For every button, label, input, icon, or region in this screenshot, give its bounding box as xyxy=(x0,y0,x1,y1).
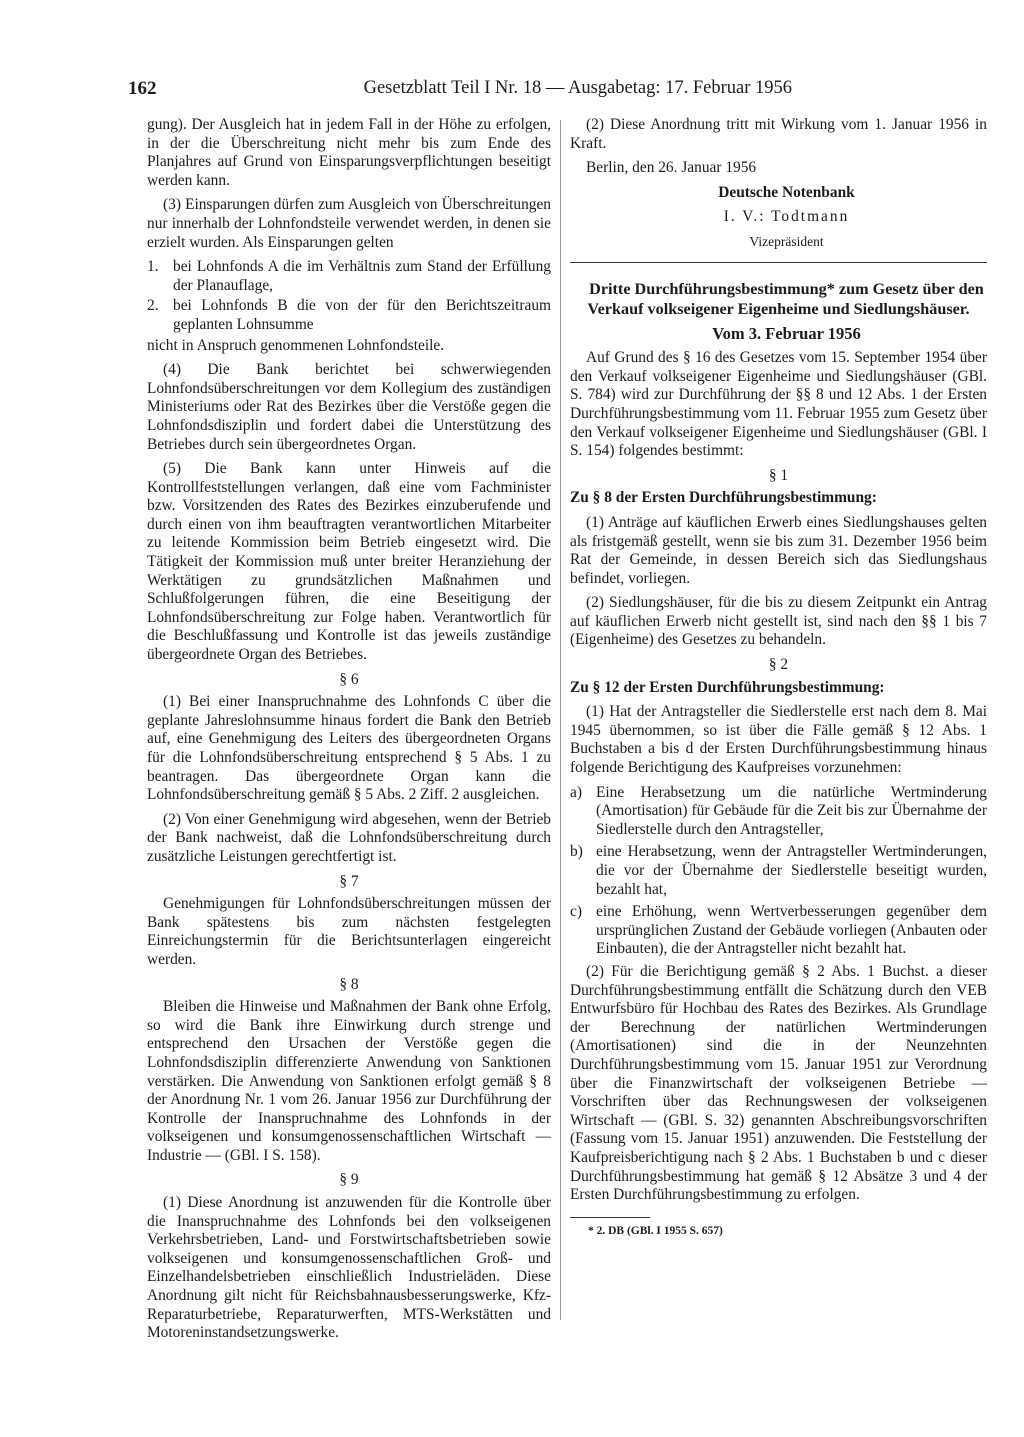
paragraph: (2) Diese Anordnung tritt mit Wirkung vom 1. Januar 1956 in Kraft. xyxy=(570,116,987,152)
list-text: Eine Herabsetzung um die natürliche Wertminderung (Amortisation) für Gebäude für die Zeit bis zur Übernahme der Siedlerstelle durch den Antragsteller, xyxy=(596,783,987,838)
paragraph: Auf Grund des § 16 des Gesetzes vom 15. September 1954 über den Verkauf volkseigener Eigenheime und Siedlungshäuser (GBl. S. 784) wird zur Durchführung der §§ 8 und 12 Abs. 1 der Ersten Durchführungsbestimmung vom 11. Februar 1955 zum Gesetz über den Verkauf volkseigener Eigenheime und Siedlungshäuser (GBl. I S. 154) folgendes bestimmt: xyxy=(570,349,987,460)
list-item xyxy=(570,903,987,959)
list-number: 2. xyxy=(147,297,159,315)
paragraph: gung). Der Ausgleich hat in jedem Fall in der Höhe zu erfolgen, in der die Überschreitung nicht mehr bis zum Ende des Planjahres auf Grund von Einsparungsverpflichtungen beseitigt werden kann. xyxy=(147,116,551,189)
subsection-heading: Zu § 12 der Ersten Durchführungsbestimmung: xyxy=(570,678,885,696)
list-text: bei Lohnfonds B die von der für den Berichtszeitraum geplanten Lohnsumme xyxy=(173,297,551,333)
paragraph: (2) Siedlungshäuser, für die bis zu diesem Zeitpunkt ein Antrag auf käuflichen Erwerb nicht gestellt ist, sind nach den §§ 1 bis 7 (Eigenheime) des Gesetzes zu behandeln. xyxy=(570,594,987,649)
list-item xyxy=(147,258,551,295)
regulation-date: Vom 3. Februar 1956 xyxy=(712,323,861,343)
section-heading: § 7 xyxy=(339,872,359,890)
paragraph: Bleiben die Hinweise und Maßnahmen der Bank ohne Erfolg, so wird die Bank ihre Einwirkung durch strenge und entsprechend den Ursachen der Verstöße gegen die Lohnfondsdisziplin differenzierte Anwendung von Sanktionen verstärken. Die Anwendung von Sanktionen erfolgt gemäß § 8 der Anordnung Nr. 1 vom 26. Januar 1956 zur Durchführung der Kontrolle der Inanspruchnahme des Lohnfonds in der volkseigenen und konsumgenossenschaftlichen Wirtschaft — Industrie — (GBl. I S. 158). xyxy=(147,998,551,1164)
section-divider xyxy=(570,262,987,263)
paragraph: Genehmigungen für Lohnfondsüberschreitungen müssen der Bank spätestens bis zum nächsten festgelegten Einreichungstermin für die Berichtsunterlagen eingereicht werden. xyxy=(147,895,551,968)
list-item xyxy=(570,784,987,840)
paragraph: (2) Für die Berichtigung gemäß § 2 Abs. 1 Buchst. a dieser Durchführungsbestimmung entfällt die Schätzung durch den VEB Entwurfsbüro für Hochbau des Rates des Bezirkes. Als Grundlage der Berechnung der natürlichen Wertminderungen (Amortisationen) sind die in der Neunzehnten Durchführungsbestimmung vom 15. Januar 1951 zur Verordnung über die Finanzwirtschaft der volkseigenen Betriebe — Vorschriften über das Rechnungswesen der volkseigenen Wirtschaft — (GBl. S. 32) genannten Abschreibungsvorschriften (Fassung vom 15. Januar 1951) anzuwenden. Die Feststellung der Kaufpreisberichtigung nach § 2 Abs. 1 Buchstaben b und c dieser Durchführungsbestimmung hat gemäß § 12 Absätze 3 und 4 der Ersten Durchführungsbestimmung zu erfolgen. xyxy=(570,962,987,1204)
footnote: * 2. DB (GBl. I 1955 S. 657) xyxy=(588,1224,723,1237)
header-title: Gesetzblatt Teil I Nr. 18 — Ausgabetag: 17. Februar 1956 xyxy=(363,78,792,98)
list-item xyxy=(147,297,551,334)
paragraph: (1) Hat der Antragsteller die Siedlerstelle erst nach dem 8. Mai 1945 übernommen, so ist über die Fälle gemäß § 12 Abs. 1 Buchstaben a bis d der Ersten Durchführungsbestimmung hinaus folgende Berichtigung des Kaufpreises vorzunehmen: xyxy=(570,703,987,777)
paragraph: (5) Die Bank kann unter Hinweis auf die Kontrollfeststellungen verlangen, daß eine vom Fachminister bzw. Vorsitzenden des Rates des Bezirkes einzuberufende und durch einen von ihm beauftragten verantwortlichen Mitarbeiter zu leitende Kommission beim Betrieb eingesetzt wird. Die Tätigkeit der Kommission muß unter breiter Heranziehung der Werktätigen zu grundsätzlichen Maßnahmen und Schlußfolgerungen führen, die eine Beseitigung der Lohnfondsüberschreitung zur Folge haben. Verantwortlich für die Beschlußfassung und Kontrolle ist das jeweils zuständige übergeordnete Organ des Betriebes. xyxy=(147,460,551,664)
footnote-rule xyxy=(570,1217,650,1218)
right-column xyxy=(570,116,987,1240)
list-text: eine Herabsetzung, wenn der Antragsteller Wertminderungen, die vor der Übernahme der Siedlerstelle beseitigt wurden, bezahlt hat, xyxy=(596,843,987,898)
list-number: 1. xyxy=(147,258,159,276)
list-letter: b) xyxy=(570,843,583,861)
list-item xyxy=(570,843,987,899)
subsection-heading: Zu § 8 der Ersten Durchführungsbestimmung: xyxy=(570,489,877,507)
place-date: Berlin, den 26. Januar 1956 xyxy=(586,159,757,177)
paragraph: (2) Von einer Genehmigung wird abgesehen, wenn der Betrieb der Bank nachweist, daß die Lohnfondsüberschreitung durch zusätzliche Leistungen gerechtfertigt ist. xyxy=(147,810,551,865)
paragraph: (1) Anträge auf käuflichen Erwerb eines Siedlungshauses gelten als fristgemäß gestellt, wenn sie bis zum 31. Dezember 1956 beim Rat der Gemeinde, in dessen Bereich sich das Siedlungshaus befindet, vorliegen. xyxy=(570,513,987,587)
paragraph: (1) Bei einer Inanspruchnahme des Lohnfonds C über die geplante Jahreslohnsumme hinaus fordert die Bank den Betrieb auf, eine Genehmigung des Leiters des übergeordneten Organs für die Lohnfondsüberschreitung entsprechend § 5 Abs. 1 zu beantragen. Das übergeordnete Organ kann die Lohnfondsüberschreitung gemäß § 5 Abs. 2 Ziff. 2 ausgleichen. xyxy=(147,693,551,804)
page-header xyxy=(128,78,984,104)
list-letter: c) xyxy=(570,903,582,921)
section-heading: § 1 xyxy=(768,466,789,484)
section-heading: § 2 xyxy=(768,656,789,674)
column-divider xyxy=(560,120,561,1320)
page-number: 162 xyxy=(128,78,157,99)
section-heading: § 9 xyxy=(339,1171,359,1189)
section-heading: § 8 xyxy=(339,975,359,993)
paragraph: nicht in Anspruch genommenen Lohnfondsteile. xyxy=(147,336,445,354)
left-column xyxy=(147,116,551,1349)
signer: I. V.: Todtmann xyxy=(723,208,850,226)
signer-role: Vizepräsident xyxy=(749,233,824,249)
paragraph: (4) Die Bank berichtet bei schwerwiegenden Lohnfondsüberschreitungen vor dem Kollegium des zuständigen Ministeriums oder Rat des Bezirkes über die Verstöße gegen die Lohnfondsdisziplin und fordert dabei die Unterstützung des Betriebes durch sein übergeordnetes Organ. xyxy=(147,361,551,453)
list-letter: a) xyxy=(570,783,582,801)
regulation-heading: Dritte Durchführungsbestimmung* zum Gesetz über den Verkauf volkseigener Eigenheime und Siedlungshäuser. xyxy=(587,279,984,318)
list-text: bei Lohnfonds A die im Verhältnis zum Stand der Erfüllung der Planauflage, xyxy=(173,258,551,294)
paragraph: (3) Einsparungen dürfen zum Ausgleich von Überschreitungen nur innerhalb der Lohnfondsteile verwendet werden, in denen sie erzielt wurden. Als Einsparungen gelten xyxy=(147,196,551,251)
paragraph: (1) Diese Anordnung ist anzuwenden für die Kontrolle über die Inanspruchnahme des Lohnfonds bei den volkseigenen Verkehrsbetrieben, Land- und Forstwirtschaftsbetrieben sowie volkseigenen und konsumgenossenschaftlichen Groß- und Einzelhandelsbetrieben einschließlich Industrieläden. Diese Anordnung gilt nicht für Reichsbahnausbesserungswerke, Kfz-Reparaturbetriebe, Reparaturwerften, MTS-Werkstätten und Motoreninstandsetzungswerke. xyxy=(147,1194,551,1342)
issuing-bank: Deutsche Notenbank xyxy=(718,183,855,201)
list-text: eine Erhöhung, wenn Wertverbesserungen gegenüber dem ursprünglichen Zustand der Gebäude vorliegen (Anbauten oder Einbauten), die der Antragsteller nicht bezahlt hat. xyxy=(596,903,987,958)
section-heading: § 6 xyxy=(339,670,359,688)
